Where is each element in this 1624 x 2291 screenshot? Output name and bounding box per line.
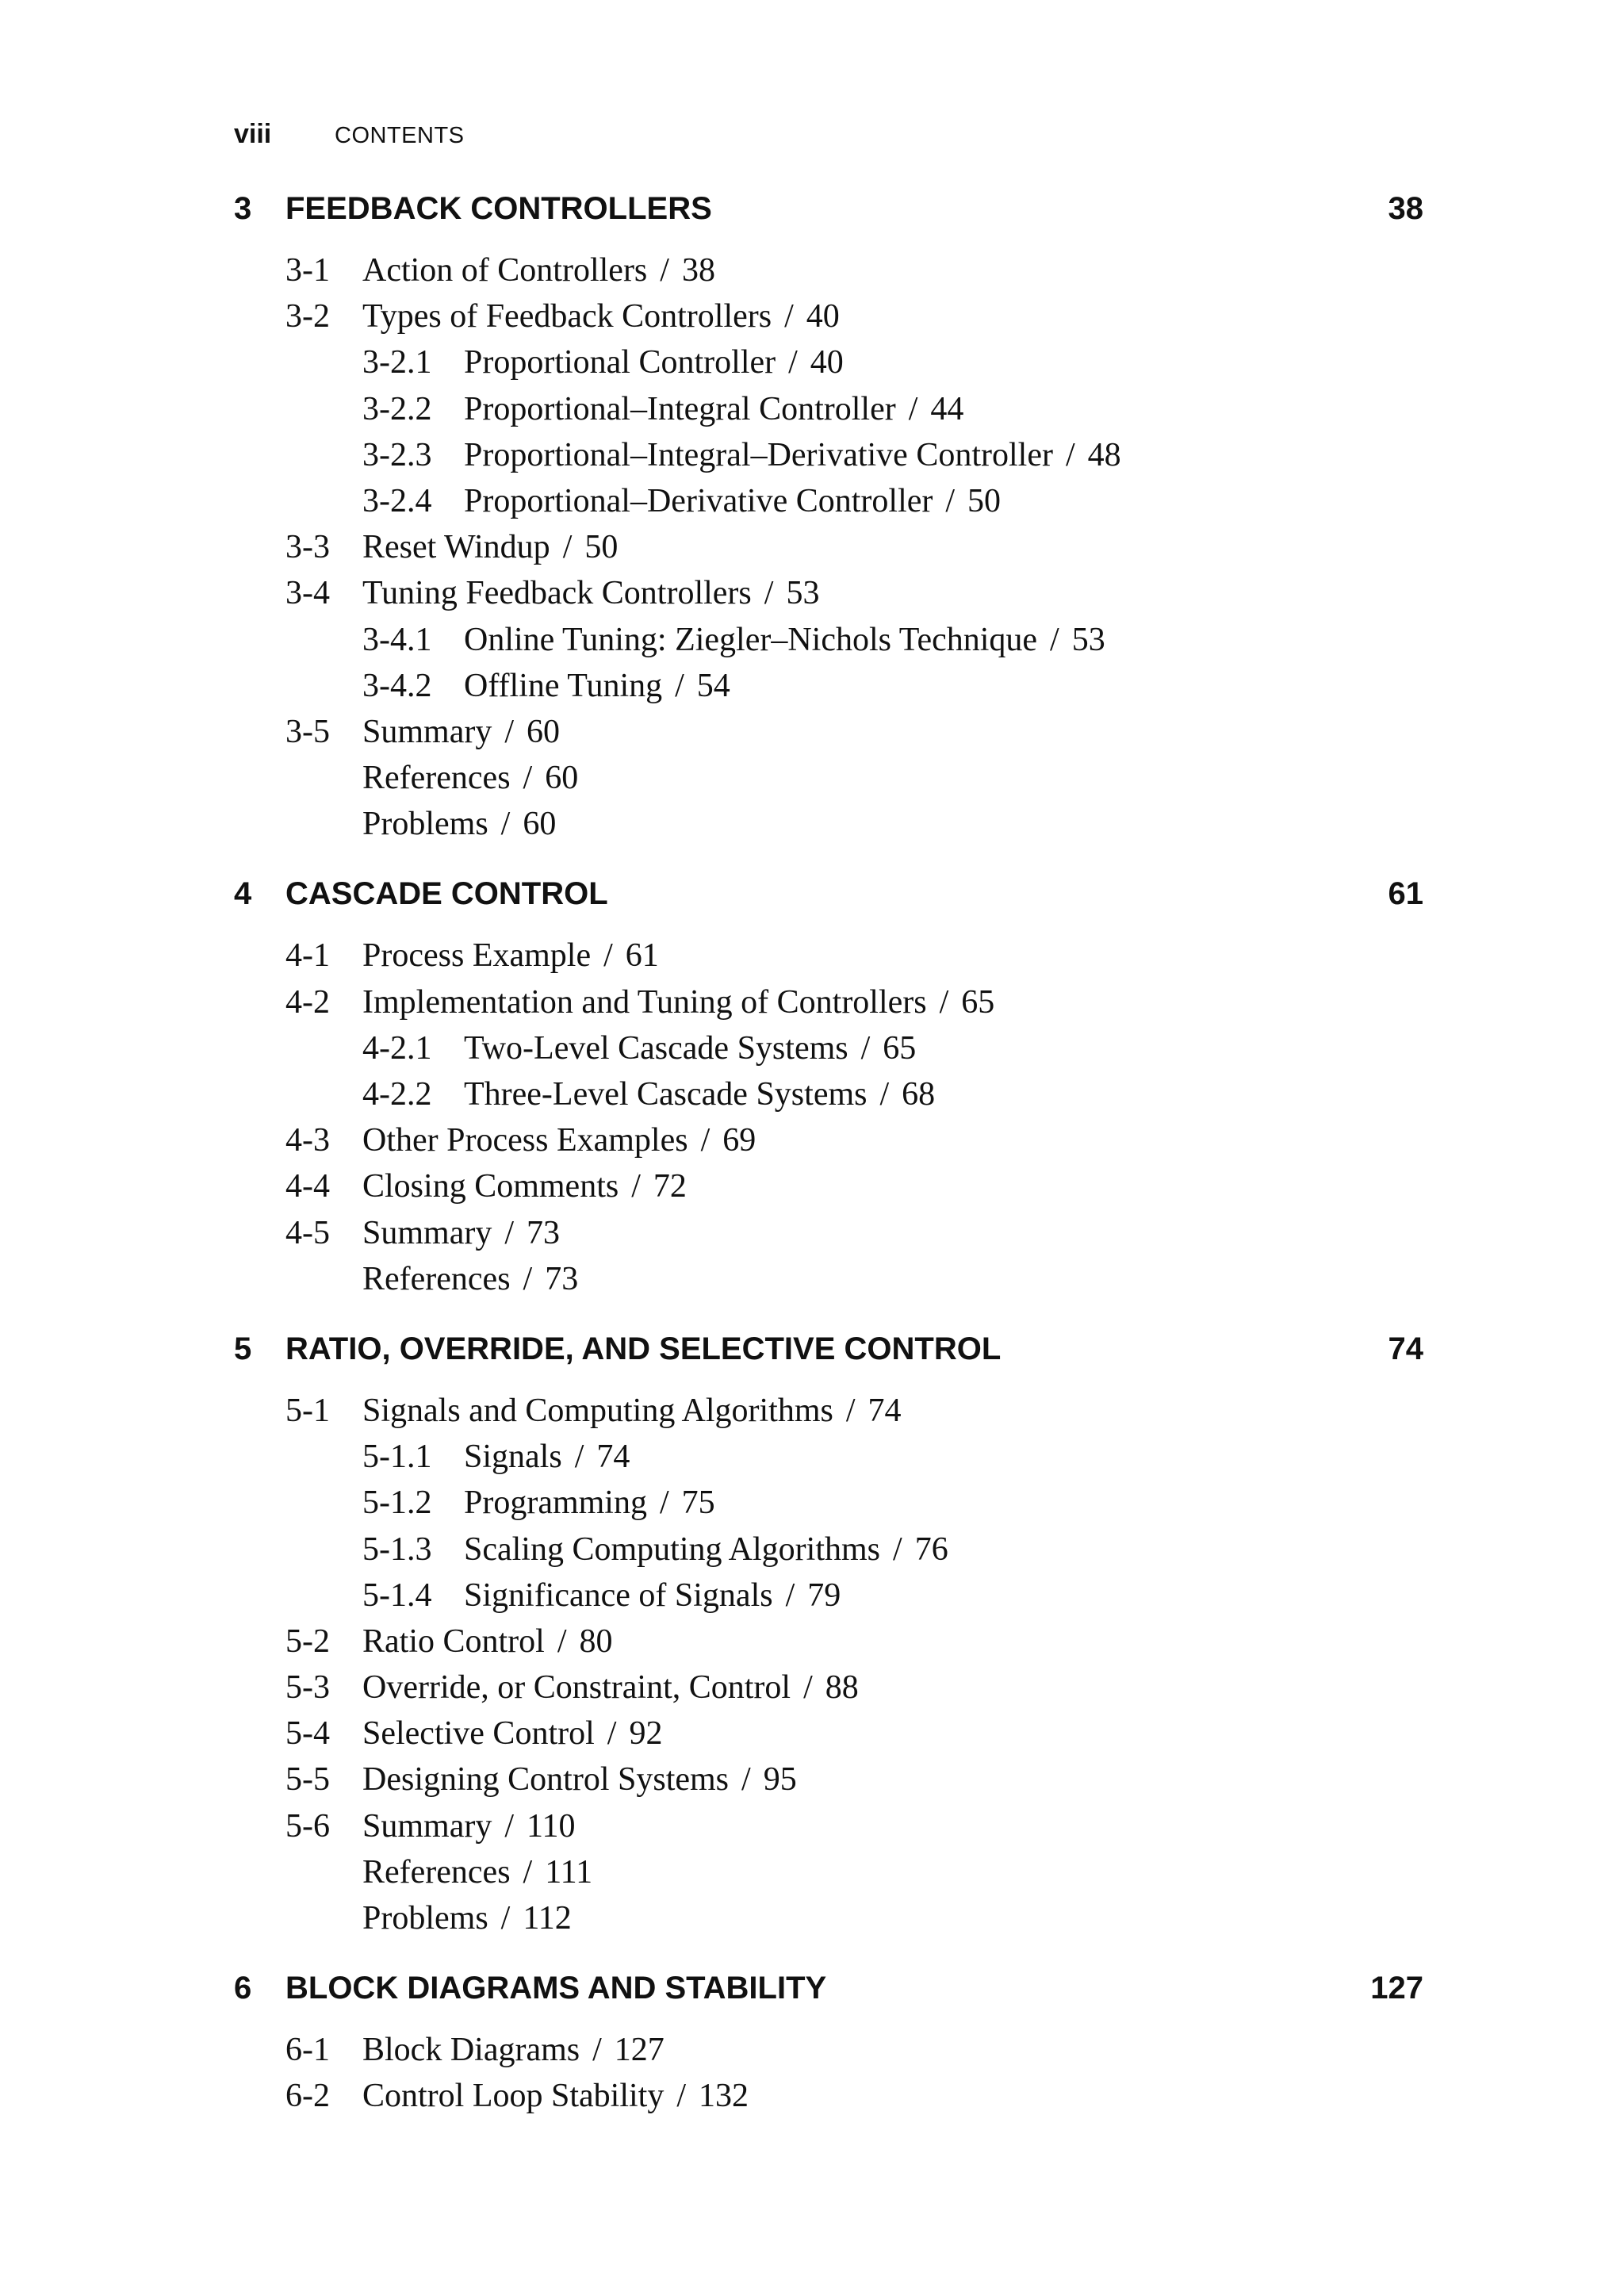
- chapter-title: FEEDBACK CONTROLLERS: [285, 191, 712, 226]
- toc-section-entry[interactable]: [234, 1807, 1423, 1853]
- chapter-number: 6: [234, 1971, 252, 2006]
- toc-subsection-entry[interactable]: [234, 436, 1423, 482]
- toc-backmatter-entry[interactable]: [234, 759, 1423, 805]
- entry-page-number: 74: [868, 1392, 902, 1429]
- toc-subsection-entry[interactable]: [234, 1438, 1423, 1484]
- entry-page-number: 65: [961, 983, 995, 1021]
- toc-section-entry[interactable]: [234, 1714, 1423, 1760]
- entry-number: 3-2.3: [362, 436, 432, 473]
- entry-page-number: 75: [681, 1485, 715, 1522]
- entry-page-number: 50: [584, 529, 619, 566]
- entry-title: References: [362, 1260, 511, 1297]
- entry-number: 6-2: [285, 2078, 330, 2115]
- entry-title: Block Diagrams: [362, 2032, 580, 2069]
- entry-number: 5-1.2: [362, 1485, 432, 1522]
- toc-subsection-entry[interactable]: [234, 1531, 1423, 1576]
- entry-title: Two-Level Cascade Systems: [464, 1029, 848, 1067]
- page-separator: /: [592, 2032, 602, 2069]
- page-separator: /: [500, 806, 511, 843]
- entry-number: 4-2.2: [362, 1076, 432, 1113]
- toc-backmatter-entry[interactable]: [234, 1260, 1423, 1306]
- chapter-heading[interactable]: [234, 1971, 1423, 2018]
- entry-page-number: 65: [883, 1029, 917, 1067]
- entry-page-number: 132: [699, 2078, 749, 2115]
- entry-number: 4-2: [285, 983, 330, 1021]
- toc-section-entry[interactable]: [234, 2031, 1423, 2077]
- page-separator: /: [741, 1761, 751, 1799]
- page-separator: /: [1050, 621, 1059, 658]
- toc-subsection-entry[interactable]: [234, 482, 1423, 528]
- entry-title: Programming: [464, 1485, 647, 1522]
- chapter-heading[interactable]: [234, 1331, 1423, 1379]
- toc-section-entry[interactable]: [234, 937, 1423, 983]
- entry-title: Summary: [362, 1807, 492, 1845]
- entry-page-number: 76: [914, 1531, 948, 1568]
- chapter-section: [234, 1331, 1423, 1945]
- entry-page-number: 50: [967, 482, 1002, 519]
- page-separator: /: [523, 1260, 533, 1297]
- entry-number: 6-1: [285, 2032, 330, 2069]
- entry-number: 4-5: [285, 1214, 330, 1251]
- entry-page-number: 112: [523, 1900, 572, 1937]
- toc-subsection-entry[interactable]: [234, 1029, 1423, 1075]
- entry-page-number: 88: [825, 1669, 859, 1707]
- page-number: viii: [234, 119, 272, 149]
- entry-page-number: 60: [527, 713, 560, 750]
- toc-subsection-entry[interactable]: [234, 390, 1423, 436]
- entry-number: 3-2: [285, 298, 330, 335]
- entry-title: Process Example: [362, 937, 592, 975]
- page-separator: /: [659, 1485, 669, 1522]
- entry-page-number: 40: [810, 344, 844, 381]
- entry-number: 3-5: [285, 713, 330, 750]
- entry-title: Summary: [362, 713, 492, 750]
- page-separator: /: [562, 529, 573, 566]
- entry-number: 3-1: [285, 252, 330, 289]
- toc-section-entry[interactable]: [234, 1668, 1423, 1714]
- toc-subsection-entry[interactable]: [234, 621, 1423, 667]
- chapter-section: [234, 1971, 1423, 2123]
- page-separator: /: [845, 1392, 856, 1429]
- table-of-contents: [234, 191, 1423, 2149]
- chapter-page-number: 127: [1370, 1971, 1423, 2006]
- page-separator: /: [700, 1122, 710, 1159]
- page-separator: /: [1065, 436, 1075, 473]
- chapter-page-number: 61: [1388, 876, 1423, 912]
- toc-section-entry[interactable]: [234, 2077, 1423, 2123]
- page-separator: /: [523, 760, 533, 797]
- chapter-title: CASCADE CONTROL: [285, 876, 608, 912]
- entry-number: 5-3: [285, 1669, 330, 1707]
- entry-page-number: 40: [806, 298, 840, 335]
- entry-page-number: 61: [625, 937, 659, 975]
- entry-title: Proportional Controller: [464, 344, 776, 381]
- entry-title: Three-Level Cascade Systems: [464, 1076, 868, 1113]
- entry-title: Other Process Examples: [362, 1122, 688, 1159]
- toc-section-entry[interactable]: [234, 983, 1423, 1029]
- toc-backmatter-entry[interactable]: [234, 805, 1423, 851]
- chapter-heading[interactable]: [234, 191, 1423, 239]
- toc-backmatter-entry[interactable]: [234, 1853, 1423, 1899]
- entry-page-number: 68: [902, 1076, 936, 1113]
- chapter-title: RATIO, OVERRIDE, AND SELECTIVE CONTROL: [285, 1331, 1002, 1366]
- page-separator: /: [879, 1076, 890, 1113]
- entry-page-number: 110: [527, 1807, 576, 1845]
- entry-title: Designing Control Systems: [362, 1761, 730, 1799]
- entry-title: Summary: [362, 1214, 492, 1251]
- entry-number: 5-1: [285, 1392, 330, 1429]
- entry-page-number: 111: [545, 1853, 593, 1891]
- chapter-page-number: 38: [1388, 191, 1423, 226]
- page-separator: /: [504, 713, 514, 750]
- entry-title: Proportional–Integral–Derivative Controller: [464, 436, 1053, 473]
- entry-title: Override, or Constraint, Control: [362, 1669, 791, 1707]
- entry-title: Scaling Computing Algorithms: [464, 1531, 881, 1568]
- toc-section-entry[interactable]: [234, 251, 1423, 297]
- page-separator: /: [908, 390, 918, 427]
- page-separator: /: [574, 1439, 584, 1476]
- entry-number: 5-6: [285, 1807, 330, 1845]
- entry-number: 5-5: [285, 1761, 330, 1799]
- chapter-title: BLOCK DIAGRAMS AND STABILITY: [285, 1971, 827, 2006]
- entry-page-number: 73: [545, 1260, 579, 1297]
- page-separator: /: [557, 1622, 567, 1660]
- entry-number: 5-1.1: [362, 1439, 432, 1476]
- page-separator: /: [504, 1214, 514, 1251]
- page-separator: /: [676, 2078, 687, 2115]
- page-separator: /: [784, 298, 794, 335]
- toc-section-entry[interactable]: [234, 297, 1423, 343]
- page-separator: /: [803, 1669, 813, 1707]
- entry-number: 5-1.4: [362, 1576, 432, 1614]
- entry-title: Proportional–Integral Controller: [464, 390, 896, 427]
- entry-title: Implementation and Tuning of Controllers: [362, 983, 927, 1021]
- entry-title: Control Loop Stability: [362, 2078, 665, 2115]
- entry-page-number: 60: [523, 806, 557, 843]
- entry-number: 3-2.2: [362, 390, 432, 427]
- page-separator: /: [860, 1029, 871, 1067]
- entry-title: Reset Windup: [362, 529, 550, 566]
- entry-title: Action of Controllers: [362, 252, 648, 289]
- entry-title: References: [362, 760, 511, 797]
- chapter-page-number: 74: [1388, 1331, 1423, 1366]
- entry-page-number: 72: [653, 1168, 687, 1205]
- entry-page-number: 73: [527, 1214, 560, 1251]
- page-separator: /: [785, 1576, 795, 1614]
- entry-title: References: [362, 1853, 511, 1891]
- entry-title: Online Tuning: Ziegler–Nichols Technique: [464, 621, 1038, 658]
- entry-page-number: 38: [681, 252, 715, 289]
- entry-title: Closing Comments: [362, 1168, 619, 1205]
- page-header: [234, 119, 465, 159]
- toc-section-entry[interactable]: [234, 528, 1423, 574]
- page-separator: /: [788, 344, 798, 381]
- chapter-heading[interactable]: [234, 876, 1423, 924]
- entry-title: Selective Control: [362, 1715, 595, 1753]
- chapter-section: [234, 876, 1423, 1306]
- toc-subsection-entry[interactable]: [234, 1484, 1423, 1530]
- page-separator: /: [675, 667, 684, 704]
- entry-page-number: 60: [545, 760, 579, 797]
- toc-section-entry[interactable]: [234, 713, 1423, 759]
- entry-title: Types of Feedback Controllers: [362, 298, 772, 335]
- entry-title: Significance of Signals: [464, 1576, 773, 1614]
- chapter-number: 4: [234, 876, 252, 912]
- toc-section-entry[interactable]: [234, 1622, 1423, 1668]
- entry-number: 4-3: [285, 1122, 330, 1159]
- entry-page-number: 79: [807, 1576, 841, 1614]
- entry-page-number: 53: [1071, 621, 1105, 658]
- entry-number: 4-4: [285, 1168, 330, 1205]
- toc-backmatter-entry[interactable]: [234, 1899, 1423, 1945]
- entry-page-number: 80: [579, 1622, 613, 1660]
- chapter-number: 5: [234, 1331, 252, 1366]
- page-separator: /: [607, 1715, 617, 1753]
- entry-title: Ratio Control: [362, 1622, 545, 1660]
- toc-subsection-entry[interactable]: [234, 1075, 1423, 1121]
- toc-section-entry[interactable]: [234, 574, 1423, 620]
- entry-number: 3-4.1: [362, 621, 432, 658]
- entry-title: Problems: [362, 806, 488, 843]
- entry-number: 4-1: [285, 937, 330, 975]
- page-separator: /: [500, 1900, 511, 1937]
- toc-section-entry[interactable]: [234, 1760, 1423, 1806]
- entry-number: 3-4: [285, 575, 330, 612]
- entry-page-number: 74: [596, 1439, 630, 1476]
- entry-page-number: 53: [786, 575, 820, 612]
- entry-number: 5-4: [285, 1715, 330, 1753]
- entry-title: Proportional–Derivative Controller: [464, 482, 933, 519]
- page-separator: /: [945, 482, 956, 519]
- entry-page-number: 92: [629, 1715, 663, 1753]
- page-separator: /: [631, 1168, 641, 1205]
- entry-page-number: 54: [696, 667, 730, 704]
- entry-page-number: 127: [614, 2032, 665, 2069]
- page-separator: /: [893, 1531, 902, 1568]
- entry-title: Signals and Computing Algorithms: [362, 1392, 833, 1429]
- toc-section-entry[interactable]: [234, 1167, 1423, 1213]
- chapter-number: 3: [234, 191, 252, 226]
- entry-number: 3-2.1: [362, 344, 432, 381]
- page-separator: /: [504, 1807, 514, 1845]
- entry-page-number: 48: [1087, 436, 1121, 473]
- toc-subsection-entry[interactable]: [234, 1576, 1423, 1622]
- entry-page-number: 69: [722, 1122, 756, 1159]
- entry-number: 5-2: [285, 1622, 330, 1660]
- entry-title: Signals: [464, 1439, 562, 1476]
- chapter-section: [234, 191, 1423, 851]
- running-head: CONTENTS: [335, 123, 465, 148]
- toc-section-entry[interactable]: [234, 1121, 1423, 1167]
- entry-number: 3-4.2: [362, 667, 432, 704]
- toc-subsection-entry[interactable]: [234, 343, 1423, 389]
- entry-number: 3-2.4: [362, 482, 432, 519]
- entry-title: Tuning Feedback Controllers: [362, 575, 752, 612]
- page-separator: /: [523, 1853, 533, 1891]
- toc-section-entry[interactable]: [234, 1392, 1423, 1438]
- entry-number: 3-3: [285, 529, 330, 566]
- entry-page-number: 95: [763, 1761, 797, 1799]
- page-separator: /: [939, 983, 949, 1021]
- page-separator: /: [764, 575, 774, 612]
- page-separator: /: [603, 937, 613, 975]
- entry-title: Problems: [362, 1900, 488, 1937]
- toc-subsection-entry[interactable]: [234, 667, 1423, 713]
- entry-number: 5-1.3: [362, 1531, 432, 1568]
- entry-page-number: 44: [930, 390, 964, 427]
- toc-section-entry[interactable]: [234, 1214, 1423, 1260]
- entry-number: 4-2.1: [362, 1029, 432, 1067]
- entry-title: Offline Tuning: [464, 667, 663, 704]
- page-separator: /: [660, 252, 669, 289]
